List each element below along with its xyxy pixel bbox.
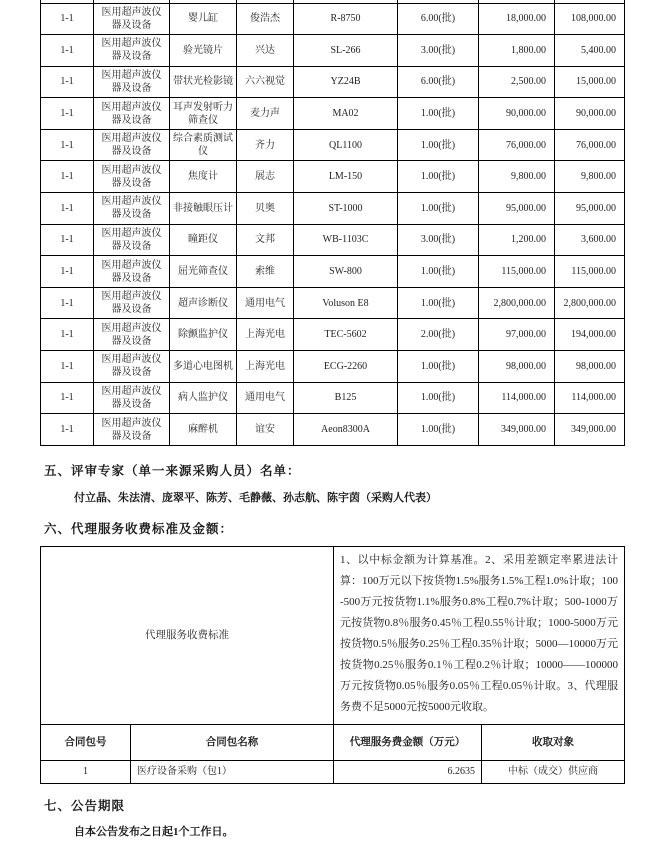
cell-category: 医用超声波仪器及设备 <box>94 319 170 351</box>
cell-model: ST-1000 <box>294 193 398 225</box>
table-row <box>41 382 625 414</box>
cell-model: YZ24B <box>294 66 398 98</box>
fee-package-no: 1 <box>41 760 131 783</box>
section-heading-experts: 五、评审专家（单一来源采购人员）名单： <box>44 463 301 478</box>
cell-total_price: 90,000.00 <box>555 98 625 130</box>
cell-model: Voluson E8 <box>294 287 398 319</box>
cell-brand: 俊浩杰 <box>237 3 294 35</box>
fee-package-name: 医疗设备采购（包1） <box>131 760 334 783</box>
cell-total_price: 15,000.00 <box>555 66 625 98</box>
cell-item: 屈光筛查仪 <box>170 256 237 288</box>
cell-brand: 贝奥 <box>237 193 294 225</box>
table-row <box>41 3 625 35</box>
table-row <box>41 98 625 130</box>
cell-brand: 谊安 <box>237 414 294 446</box>
expert-names: 付立晶、朱法清、庞翠平、陈芳、毛静薇、孙志航、陈宇茵（采购人代表） <box>74 491 437 504</box>
fee-standard-label: 代理服务收费标准 <box>41 546 334 724</box>
section-heading-agency-fee: 六、代理服务收费标准及金额： <box>44 521 234 536</box>
cell-model: SW-800 <box>294 256 398 288</box>
cell-package: 1-1 <box>41 193 94 225</box>
cell-quantity: 3.00(批) <box>398 224 479 256</box>
cell-total_price: 95,000.00 <box>555 193 625 225</box>
cell-item: 多道心电图机 <box>170 351 237 383</box>
cell-total_price: 2,800,000.00 <box>555 287 625 319</box>
cell-brand: 兴达 <box>237 35 294 67</box>
cell-model: MA02 <box>294 98 398 130</box>
cell-package: 1-1 <box>41 161 94 193</box>
procurement-items-table <box>40 0 625 446</box>
cell-quantity: 1.00(批) <box>398 98 479 130</box>
cell-total_price: 194,000.00 <box>555 319 625 351</box>
cell-quantity: 1.00(批) <box>398 129 479 161</box>
table-row <box>41 161 625 193</box>
cell-item: 婴儿缸 <box>170 3 237 35</box>
cell-total_price: 108,000.00 <box>555 3 625 35</box>
table-row <box>41 351 625 383</box>
cell-total_price: 114,000.00 <box>555 382 625 414</box>
cell-brand: 索维 <box>237 256 294 288</box>
fee-amount: 6.2635 <box>334 760 482 783</box>
table-row <box>41 319 625 351</box>
cell-quantity: 1.00(批) <box>398 161 479 193</box>
notice-period-text: 自本公告发布之日起1个工作日。 <box>74 825 234 838</box>
cell-brand: 展志 <box>237 161 294 193</box>
cell-unit_price: 114,000.00 <box>479 382 555 414</box>
cell-category: 医用超声波仪器及设备 <box>94 414 170 446</box>
cell-unit_price: 2,500.00 <box>479 66 555 98</box>
table-row <box>41 414 625 446</box>
cell-model: LM-150 <box>294 161 398 193</box>
cell-category: 医用超声波仪器及设备 <box>94 224 170 256</box>
cell-unit_price: 2,800,000.00 <box>479 287 555 319</box>
section-heading-notice-period: 七、公告期限 <box>44 798 126 813</box>
cell-quantity: 1.00(批) <box>398 256 479 288</box>
cell-unit_price: 349,000.00 <box>479 414 555 446</box>
cell-package: 1-1 <box>41 224 94 256</box>
table-row <box>41 287 625 319</box>
fee-table-data-row <box>41 760 625 783</box>
table-row <box>41 129 625 161</box>
table-row <box>41 66 625 98</box>
cell-package: 1-1 <box>41 66 94 98</box>
cell-model: TEC-5602 <box>294 319 398 351</box>
cell-category: 医用超声波仪器及设备 <box>94 161 170 193</box>
cell-item: 病人监护仪 <box>170 382 237 414</box>
cell-package: 1-1 <box>41 319 94 351</box>
cell-quantity: 1.00(批) <box>398 351 479 383</box>
cell-item: 除颤监护仪 <box>170 319 237 351</box>
cell-package: 1-1 <box>41 382 94 414</box>
cell-quantity: 1.00(批) <box>398 193 479 225</box>
table-row <box>41 193 625 225</box>
cell-model: ECG-2260 <box>294 351 398 383</box>
cell-category: 医用超声波仪器及设备 <box>94 98 170 130</box>
cell-category: 医用超声波仪器及设备 <box>94 382 170 414</box>
cell-model: R-8750 <box>294 3 398 35</box>
cell-category: 医用超声波仪器及设备 <box>94 256 170 288</box>
cell-total_price: 98,000.00 <box>555 351 625 383</box>
cell-quantity: 6.00(批) <box>398 3 479 35</box>
cell-package: 1-1 <box>41 129 94 161</box>
cell-package: 1-1 <box>41 287 94 319</box>
cell-category: 医用超声波仪器及设备 <box>94 3 170 35</box>
agency-fee-table <box>40 546 625 784</box>
fee-header-fee-amount: 代理服务费金额（万元） <box>334 724 482 760</box>
cell-item: 耳声发射听力筛查仪 <box>170 98 237 130</box>
fee-standard-terms: 1、以中标金额为计算基准。2、采用差额定率累进法计算：100万元以下按货物1.5%服务1.5%工程1.0%计取；100-500万元按货物1.1%服务0.8%工程0.7%计取；500-1000万元按货物0.8％服务0.45％工程0.55％计取；1000-5000万元按货物0.5％服务0.25％工程0.35％计取；5000—10000万元按货物0.25％服务0.1％工程0.2％计取；10000——100000万元按货物0.05％服务0.05％工程0.05％计取。3、代理服务费不足5000元按5000元收取。 <box>334 546 625 724</box>
cell-total_price: 9,800.00 <box>555 161 625 193</box>
table-row <box>41 256 625 288</box>
cell-item: 带状光检影镜 <box>170 66 237 98</box>
cell-category: 医用超声波仪器及设备 <box>94 129 170 161</box>
cell-unit_price: 98,000.00 <box>479 351 555 383</box>
cell-category: 医用超声波仪器及设备 <box>94 351 170 383</box>
cell-item: 验光镜片 <box>170 35 237 67</box>
fee-header-charged-to: 收取对象 <box>482 724 625 760</box>
fee-standard-row <box>41 546 625 724</box>
cell-unit_price: 1,800.00 <box>479 35 555 67</box>
cell-brand: 上海光电 <box>237 319 294 351</box>
fee-charged-to: 中标（成交）供应商 <box>482 760 625 783</box>
cell-item: 非接触眼压计 <box>170 193 237 225</box>
cell-package: 1-1 <box>41 414 94 446</box>
cell-item: 麻醉机 <box>170 414 237 446</box>
cell-category: 医用超声波仪器及设备 <box>94 35 170 67</box>
cell-package: 1-1 <box>41 351 94 383</box>
cell-model: QL1100 <box>294 129 398 161</box>
cell-total_price: 5,400.00 <box>555 35 625 67</box>
cell-package: 1-1 <box>41 256 94 288</box>
cell-item: 瞳距仪 <box>170 224 237 256</box>
cell-brand: 文邦 <box>237 224 294 256</box>
cell-quantity: 1.00(批) <box>398 287 479 319</box>
cell-model: B125 <box>294 382 398 414</box>
fee-header-package-no: 合同包号 <box>41 724 131 760</box>
cell-model: SL-266 <box>294 35 398 67</box>
cell-package: 1-1 <box>41 3 94 35</box>
cell-quantity: 1.00(批) <box>398 414 479 446</box>
cell-category: 医用超声波仪器及设备 <box>94 193 170 225</box>
cell-unit_price: 90,000.00 <box>479 98 555 130</box>
fee-table-header-row <box>41 724 625 760</box>
cell-quantity: 3.00(批) <box>398 35 479 67</box>
cell-total_price: 3,600.00 <box>555 224 625 256</box>
table-row <box>41 35 625 67</box>
cell-package: 1-1 <box>41 35 94 67</box>
cell-total_price: 115,000.00 <box>555 256 625 288</box>
cell-model: Aeon8300A <box>294 414 398 446</box>
cell-unit_price: 95,000.00 <box>479 193 555 225</box>
cell-quantity: 1.00(批) <box>398 382 479 414</box>
cell-total_price: 76,000.00 <box>555 129 625 161</box>
cell-brand: 麦力声 <box>237 98 294 130</box>
cell-item: 综合素质测试仪 <box>170 129 237 161</box>
cell-model: WB-1103C <box>294 224 398 256</box>
cell-brand: 六六视觉 <box>237 66 294 98</box>
cell-category: 医用超声波仪器及设备 <box>94 287 170 319</box>
cell-item: 超声诊断仪 <box>170 287 237 319</box>
cell-quantity: 2.00(批) <box>398 319 479 351</box>
cell-unit_price: 1,200.00 <box>479 224 555 256</box>
cell-brand: 上海光电 <box>237 351 294 383</box>
cell-unit_price: 9,800.00 <box>479 161 555 193</box>
cell-category: 医用超声波仪器及设备 <box>94 66 170 98</box>
cell-unit_price: 115,000.00 <box>479 256 555 288</box>
cell-item: 焦度计 <box>170 161 237 193</box>
cell-brand: 通用电气 <box>237 287 294 319</box>
table-row <box>41 224 625 256</box>
cell-unit_price: 97,000.00 <box>479 319 555 351</box>
cell-total_price: 349,000.00 <box>555 414 625 446</box>
fee-header-package-name: 合同包名称 <box>131 724 334 760</box>
cell-package: 1-1 <box>41 98 94 130</box>
cell-quantity: 6.00(批) <box>398 66 479 98</box>
cell-brand: 齐力 <box>237 129 294 161</box>
cell-unit_price: 18,000.00 <box>479 3 555 35</box>
cell-brand: 通用电气 <box>237 382 294 414</box>
cell-unit_price: 76,000.00 <box>479 129 555 161</box>
